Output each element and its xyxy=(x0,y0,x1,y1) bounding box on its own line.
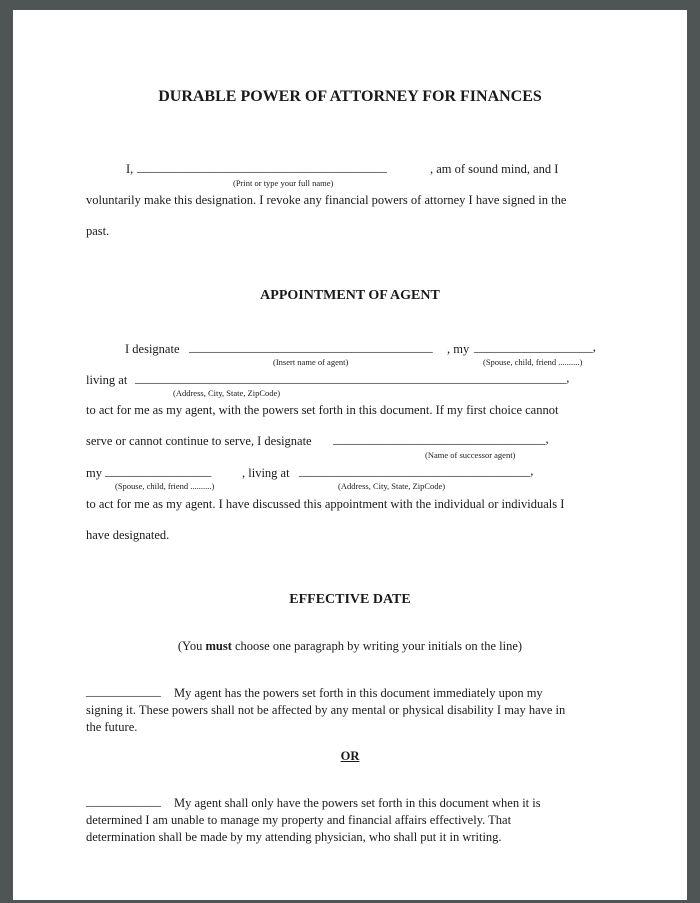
instruction-bold: must xyxy=(205,639,232,653)
relation2-blank[interactable]: _________________ xyxy=(105,464,212,478)
serve-prefix: serve or cannot continue to serve, I designate xyxy=(86,434,312,448)
option2-initials-blank[interactable]: ____________ xyxy=(86,794,161,808)
successor-blank[interactable]: __________________________________, xyxy=(333,432,549,446)
document-page xyxy=(13,10,687,900)
address2-hint: (Address, City, State, ZipCode) xyxy=(338,481,446,491)
successor-hint: (Name of successor agent) xyxy=(425,450,516,460)
living2-label: , living at xyxy=(242,466,290,480)
instruction-prefix: (You xyxy=(177,639,206,653)
effective-heading: EFFECTIVE DATE xyxy=(289,592,411,607)
relation-hint: (Spouse, child, friend ..........) xyxy=(483,357,583,367)
option1-line-2: signing it. These powers shall not be affected by any mental or physical disability I may have in xyxy=(86,703,566,717)
document-title: DURABLE POWER OF ATTORNEY FOR FINANCES xyxy=(158,88,542,105)
appointment-heading: APPOINTMENT OF AGENT xyxy=(260,288,440,303)
intro-line-3: past. xyxy=(86,224,110,238)
option1-line-1: My agent has the powers set forth in this document immediately upon my xyxy=(174,686,543,700)
agent-name-blank[interactable]: _______________________________________ xyxy=(189,340,433,354)
option2-line-1: My agent shall only have the powers set forth in this document when it is xyxy=(174,796,541,810)
relation2-hint: (Spouse, child, friend ..........) xyxy=(115,481,215,491)
my2-prefix: my xyxy=(86,466,102,480)
effective-instruction xyxy=(13,639,687,654)
relation-blank[interactable]: ___________________, xyxy=(474,340,596,354)
address2-blank[interactable]: _____________________________________, xyxy=(299,464,534,478)
act-line: to act for me as my agent, with the powers set forth in this document. If my first choice cannot xyxy=(86,403,559,417)
instruction-suffix: choose one paragraph by writing your initials on the line) xyxy=(231,639,523,653)
option2-line-2: determined I am unable to manage my property and financial affairs effectively. That xyxy=(86,813,512,827)
full-name-blank[interactable]: ________________________________________ xyxy=(137,160,387,174)
my-label: , my xyxy=(447,342,470,356)
living-prefix: living at xyxy=(86,373,128,387)
intro-line-2: voluntarily make this designation. I revoke any financial powers of attorney I have signed in the xyxy=(86,193,567,207)
option2-line-3: determination shall be made by my attending physician, who shall put it in writing. xyxy=(86,830,502,844)
agent-name-hint: (Insert name of agent) xyxy=(273,357,349,367)
full-name-hint: (Print or type your full name) xyxy=(233,178,334,188)
option1-line-3: the future. xyxy=(86,720,138,734)
designated-line: have designated. xyxy=(86,528,170,542)
designate-prefix: I designate xyxy=(125,342,180,356)
option1-initials-blank[interactable]: ____________ xyxy=(86,684,161,698)
intro-prefix: I, xyxy=(126,162,134,176)
or-label: OR xyxy=(340,749,360,763)
address-hint: (Address, City, State, ZipCode) xyxy=(173,388,281,398)
act2-line: to act for me as my agent. I have discussed this appointment with the individual or individuals I xyxy=(86,497,565,511)
address-blank[interactable]: _____________________________________________________________________, xyxy=(135,371,570,385)
intro-suffix: , am of sound mind, and I xyxy=(430,162,559,176)
